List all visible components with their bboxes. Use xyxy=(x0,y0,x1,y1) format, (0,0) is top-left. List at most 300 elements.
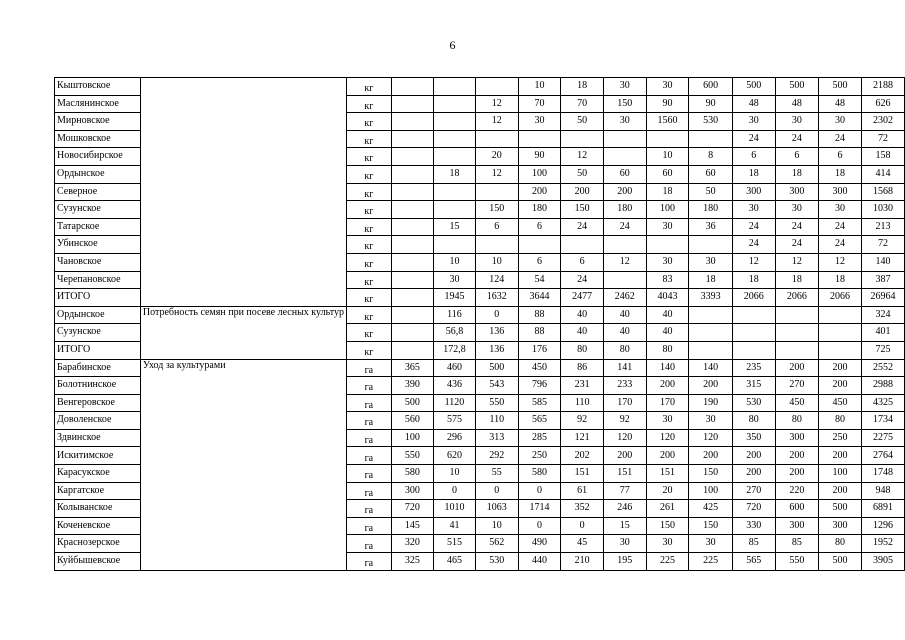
unit-cell: кг xyxy=(347,165,392,183)
value-cell: 48 xyxy=(775,95,819,113)
value-cell: 150 xyxy=(689,517,733,535)
value-cell: 1714 xyxy=(518,500,561,518)
value-cell: 200 xyxy=(732,447,775,465)
value-cell: 30 xyxy=(819,201,862,219)
value-cell: 565 xyxy=(518,412,561,430)
district-name-cell: Мошковское xyxy=(55,130,141,148)
value-cell: 18 xyxy=(732,271,775,289)
total-value-cell: 725 xyxy=(861,341,904,359)
value-cell xyxy=(603,148,646,166)
value-cell: 41 xyxy=(434,517,476,535)
value-cell: 720 xyxy=(391,500,433,518)
value-cell: 500 xyxy=(819,78,862,96)
district-name-cell: Карасукское xyxy=(55,465,141,483)
value-cell: 30 xyxy=(603,535,646,553)
value-cell: 0 xyxy=(518,517,561,535)
district-name-cell: Маслянинское xyxy=(55,95,141,113)
value-cell xyxy=(391,218,433,236)
value-cell: 12 xyxy=(732,253,775,271)
value-cell: 136 xyxy=(475,324,518,342)
value-cell xyxy=(475,183,518,201)
value-cell xyxy=(434,183,476,201)
value-cell: 202 xyxy=(561,447,604,465)
value-cell: 2477 xyxy=(561,289,604,307)
district-name-cell: Сузунское xyxy=(55,324,141,342)
value-cell: 200 xyxy=(518,183,561,201)
value-cell: 24 xyxy=(732,218,775,236)
value-cell: 313 xyxy=(475,429,518,447)
value-cell: 500 xyxy=(732,78,775,96)
value-cell: 6 xyxy=(819,148,862,166)
district-name-cell: Доволенское xyxy=(55,412,141,430)
value-cell: 40 xyxy=(561,324,604,342)
value-cell: 30 xyxy=(689,253,733,271)
value-cell: 90 xyxy=(689,95,733,113)
value-cell xyxy=(732,341,775,359)
value-cell: 500 xyxy=(775,78,819,96)
value-cell: 150 xyxy=(646,517,689,535)
value-cell: 40 xyxy=(561,306,604,324)
value-cell xyxy=(391,236,433,254)
unit-cell: кг xyxy=(347,236,392,254)
value-cell: 100 xyxy=(819,465,862,483)
value-cell: 30 xyxy=(434,271,476,289)
value-cell xyxy=(391,148,433,166)
unit-cell: кг xyxy=(347,201,392,219)
value-cell: 200 xyxy=(732,465,775,483)
value-cell xyxy=(391,113,433,131)
value-cell: 4043 xyxy=(646,289,689,307)
unit-cell: га xyxy=(347,535,392,553)
value-cell: 55 xyxy=(475,465,518,483)
district-name-cell: Чановское xyxy=(55,253,141,271)
value-cell: 450 xyxy=(819,394,862,412)
value-cell: 515 xyxy=(434,535,476,553)
value-cell: 1560 xyxy=(646,113,689,131)
value-cell: 18 xyxy=(689,271,733,289)
value-cell: 50 xyxy=(689,183,733,201)
value-cell: 45 xyxy=(561,535,604,553)
value-cell: 86 xyxy=(561,359,604,377)
value-cell: 40 xyxy=(603,306,646,324)
value-cell: 120 xyxy=(689,429,733,447)
value-cell: 30 xyxy=(775,201,819,219)
value-cell: 315 xyxy=(732,377,775,395)
activity-cell: Потребность семян при посеве лесных культур xyxy=(140,306,346,359)
value-cell: 92 xyxy=(603,412,646,430)
district-name-cell: Убинское xyxy=(55,236,141,254)
forestry-data-table xyxy=(54,77,905,571)
value-cell: 225 xyxy=(646,553,689,571)
value-cell xyxy=(475,78,518,96)
unit-cell: кг xyxy=(347,289,392,307)
unit-cell: га xyxy=(347,465,392,483)
value-cell xyxy=(391,201,433,219)
value-cell xyxy=(391,289,433,307)
value-cell xyxy=(391,271,433,289)
value-cell: 54 xyxy=(518,271,561,289)
total-value-cell: 1734 xyxy=(861,412,904,430)
value-cell: 151 xyxy=(646,465,689,483)
value-cell: 210 xyxy=(561,553,604,571)
value-cell: 565 xyxy=(732,553,775,571)
value-cell: 80 xyxy=(819,535,862,553)
value-cell: 796 xyxy=(518,377,561,395)
value-cell: 200 xyxy=(689,447,733,465)
value-cell: 620 xyxy=(434,447,476,465)
value-cell: 18 xyxy=(732,165,775,183)
value-cell: 24 xyxy=(732,130,775,148)
value-cell: 116 xyxy=(434,306,476,324)
unit-cell: га xyxy=(347,377,392,395)
table-row xyxy=(55,78,905,96)
value-cell: 30 xyxy=(819,113,862,131)
unit-cell: га xyxy=(347,517,392,535)
value-cell: 1120 xyxy=(434,394,476,412)
value-cell: 80 xyxy=(819,412,862,430)
value-cell xyxy=(603,271,646,289)
total-value-cell: 4325 xyxy=(861,394,904,412)
value-cell: 80 xyxy=(561,341,604,359)
total-value-cell: 1952 xyxy=(861,535,904,553)
value-cell: 425 xyxy=(689,500,733,518)
unit-cell: кг xyxy=(347,306,392,324)
value-cell: 300 xyxy=(391,482,433,500)
value-cell: 80 xyxy=(603,341,646,359)
value-cell: 0 xyxy=(475,306,518,324)
value-cell xyxy=(391,341,433,359)
value-cell: 300 xyxy=(775,517,819,535)
district-name-cell: Коченевское xyxy=(55,517,141,535)
value-cell: 8 xyxy=(689,148,733,166)
value-cell: 88 xyxy=(518,306,561,324)
value-cell: 300 xyxy=(819,517,862,535)
value-cell: 440 xyxy=(518,553,561,571)
total-value-cell: 2302 xyxy=(861,113,904,131)
value-cell: 50 xyxy=(561,113,604,131)
value-cell: 88 xyxy=(518,324,561,342)
value-cell: 85 xyxy=(775,535,819,553)
value-cell: 30 xyxy=(732,113,775,131)
value-cell: 250 xyxy=(819,429,862,447)
value-cell xyxy=(732,306,775,324)
table-row xyxy=(55,306,905,324)
value-cell: 235 xyxy=(732,359,775,377)
value-cell: 200 xyxy=(775,447,819,465)
total-value-cell: 401 xyxy=(861,324,904,342)
value-cell: 465 xyxy=(434,553,476,571)
value-cell: 2462 xyxy=(603,289,646,307)
total-value-cell: 213 xyxy=(861,218,904,236)
value-cell: 600 xyxy=(775,500,819,518)
value-cell: 195 xyxy=(603,553,646,571)
value-cell xyxy=(603,236,646,254)
value-cell: 530 xyxy=(732,394,775,412)
value-cell: 12 xyxy=(475,95,518,113)
unit-cell: кг xyxy=(347,218,392,236)
value-cell: 220 xyxy=(775,482,819,500)
value-cell: 200 xyxy=(775,465,819,483)
district-name-cell: Болотнинское xyxy=(55,377,141,395)
value-cell: 176 xyxy=(518,341,561,359)
value-cell: 100 xyxy=(689,482,733,500)
unit-cell: га xyxy=(347,500,392,518)
value-cell: 30 xyxy=(646,412,689,430)
value-cell: 0 xyxy=(561,517,604,535)
district-name-cell: Черепановское xyxy=(55,271,141,289)
total-value-cell: 948 xyxy=(861,482,904,500)
value-cell: 575 xyxy=(434,412,476,430)
value-cell: 500 xyxy=(391,394,433,412)
value-cell: 92 xyxy=(561,412,604,430)
district-name-cell: Здвинское xyxy=(55,429,141,447)
value-cell: 48 xyxy=(819,95,862,113)
value-cell: 40 xyxy=(646,324,689,342)
value-cell: 136 xyxy=(475,341,518,359)
total-value-cell: 1568 xyxy=(861,183,904,201)
value-cell: 200 xyxy=(819,377,862,395)
value-cell: 292 xyxy=(475,447,518,465)
value-cell: 10 xyxy=(475,253,518,271)
value-cell: 172,8 xyxy=(434,341,476,359)
value-cell: 390 xyxy=(391,377,433,395)
value-cell: 450 xyxy=(518,359,561,377)
value-cell: 1632 xyxy=(475,289,518,307)
value-cell: 12 xyxy=(603,253,646,271)
value-cell: 550 xyxy=(391,447,433,465)
value-cell xyxy=(689,306,733,324)
district-name-cell: Кыштовское xyxy=(55,78,141,96)
district-name-cell: Каргатское xyxy=(55,482,141,500)
value-cell: 30 xyxy=(518,113,561,131)
value-cell: 500 xyxy=(475,359,518,377)
value-cell xyxy=(819,306,862,324)
value-cell: 460 xyxy=(434,359,476,377)
value-cell: 30 xyxy=(646,218,689,236)
value-cell xyxy=(434,113,476,131)
value-cell: 580 xyxy=(391,465,433,483)
district-name-cell: Ордынское xyxy=(55,306,141,324)
value-cell: 150 xyxy=(689,465,733,483)
value-cell: 124 xyxy=(475,271,518,289)
district-name-cell: Куйбышевское xyxy=(55,553,141,571)
value-cell xyxy=(561,236,604,254)
total-value-cell: 2552 xyxy=(861,359,904,377)
value-cell: 120 xyxy=(603,429,646,447)
value-cell: 12 xyxy=(561,148,604,166)
total-value-cell: 626 xyxy=(861,95,904,113)
value-cell xyxy=(434,95,476,113)
value-cell: 90 xyxy=(646,95,689,113)
value-cell xyxy=(391,95,433,113)
value-cell: 1945 xyxy=(434,289,476,307)
district-name-cell: Сузунское xyxy=(55,201,141,219)
value-cell: 200 xyxy=(775,359,819,377)
value-cell xyxy=(475,130,518,148)
unit-cell: кг xyxy=(347,113,392,131)
value-cell xyxy=(518,236,561,254)
value-cell: 330 xyxy=(732,517,775,535)
value-cell: 30 xyxy=(775,113,819,131)
value-cell xyxy=(646,236,689,254)
total-value-cell: 158 xyxy=(861,148,904,166)
value-cell: 530 xyxy=(689,113,733,131)
value-cell: 270 xyxy=(732,482,775,500)
district-name-cell: Новосибирское xyxy=(55,148,141,166)
district-name-cell: Краснозерское xyxy=(55,535,141,553)
value-cell: 500 xyxy=(819,500,862,518)
district-name-cell: Искитимское xyxy=(55,447,141,465)
value-cell: 580 xyxy=(518,465,561,483)
value-cell: 170 xyxy=(646,394,689,412)
value-cell: 6 xyxy=(561,253,604,271)
value-cell: 90 xyxy=(518,148,561,166)
value-cell xyxy=(603,130,646,148)
value-cell xyxy=(391,253,433,271)
value-cell: 0 xyxy=(434,482,476,500)
value-cell: 180 xyxy=(603,201,646,219)
total-value-cell: 414 xyxy=(861,165,904,183)
value-cell: 150 xyxy=(475,201,518,219)
value-cell: 30 xyxy=(732,201,775,219)
value-cell: 80 xyxy=(732,412,775,430)
value-cell: 24 xyxy=(775,236,819,254)
value-cell: 6 xyxy=(732,148,775,166)
total-value-cell: 1296 xyxy=(861,517,904,535)
value-cell: 12 xyxy=(475,165,518,183)
value-cell: 10 xyxy=(475,517,518,535)
value-cell: 560 xyxy=(391,412,433,430)
value-cell xyxy=(646,130,689,148)
value-cell xyxy=(775,306,819,324)
activity-cell xyxy=(140,78,346,307)
unit-cell: кг xyxy=(347,341,392,359)
value-cell: 543 xyxy=(475,377,518,395)
value-cell: 180 xyxy=(518,201,561,219)
value-cell: 200 xyxy=(646,447,689,465)
value-cell: 85 xyxy=(732,535,775,553)
unit-cell: кг xyxy=(347,78,392,96)
value-cell: 50 xyxy=(561,165,604,183)
district-name-cell: ИТОГО xyxy=(55,341,141,359)
total-value-cell: 26964 xyxy=(861,289,904,307)
value-cell: 325 xyxy=(391,553,433,571)
value-cell: 60 xyxy=(689,165,733,183)
value-cell: 40 xyxy=(603,324,646,342)
unit-cell: га xyxy=(347,394,392,412)
value-cell xyxy=(689,130,733,148)
value-cell: 120 xyxy=(646,429,689,447)
value-cell: 24 xyxy=(819,130,862,148)
total-value-cell: 72 xyxy=(861,130,904,148)
value-cell: 60 xyxy=(603,165,646,183)
total-value-cell: 2988 xyxy=(861,377,904,395)
unit-cell: га xyxy=(347,553,392,571)
unit-cell: га xyxy=(347,359,392,377)
value-cell: 1010 xyxy=(434,500,476,518)
value-cell: 10 xyxy=(434,465,476,483)
value-cell: 1063 xyxy=(475,500,518,518)
unit-cell: кг xyxy=(347,253,392,271)
value-cell: 30 xyxy=(689,535,733,553)
value-cell: 233 xyxy=(603,377,646,395)
total-value-cell: 140 xyxy=(861,253,904,271)
value-cell: 350 xyxy=(732,429,775,447)
value-cell: 121 xyxy=(561,429,604,447)
value-cell: 2066 xyxy=(775,289,819,307)
value-cell: 18 xyxy=(819,271,862,289)
value-cell: 500 xyxy=(819,553,862,571)
value-cell: 36 xyxy=(689,218,733,236)
value-cell: 6 xyxy=(475,218,518,236)
page-number: 6 xyxy=(449,38,456,52)
unit-cell: га xyxy=(347,429,392,447)
value-cell: 24 xyxy=(732,236,775,254)
district-name-cell: Ордынское xyxy=(55,165,141,183)
value-cell: 562 xyxy=(475,535,518,553)
value-cell: 18 xyxy=(434,165,476,183)
value-cell: 141 xyxy=(603,359,646,377)
value-cell xyxy=(775,324,819,342)
value-cell: 10 xyxy=(646,148,689,166)
district-name-cell: Татарское xyxy=(55,218,141,236)
value-cell: 231 xyxy=(561,377,604,395)
value-cell: 145 xyxy=(391,517,433,535)
value-cell: 285 xyxy=(518,429,561,447)
value-cell: 18 xyxy=(646,183,689,201)
value-cell: 80 xyxy=(646,341,689,359)
value-cell: 30 xyxy=(646,253,689,271)
table-row xyxy=(55,359,905,377)
unit-cell: кг xyxy=(347,183,392,201)
value-cell: 20 xyxy=(475,148,518,166)
value-cell: 270 xyxy=(775,377,819,395)
value-cell: 150 xyxy=(561,201,604,219)
value-cell xyxy=(689,341,733,359)
value-cell: 15 xyxy=(603,517,646,535)
value-cell: 320 xyxy=(391,535,433,553)
value-cell: 30 xyxy=(646,535,689,553)
value-cell: 200 xyxy=(819,482,862,500)
value-cell: 151 xyxy=(603,465,646,483)
value-cell: 0 xyxy=(475,482,518,500)
activity-cell: Уход за культурами xyxy=(140,359,346,570)
unit-cell: кг xyxy=(347,148,392,166)
value-cell: 200 xyxy=(819,359,862,377)
value-cell: 100 xyxy=(518,165,561,183)
value-cell: 24 xyxy=(775,130,819,148)
value-cell: 352 xyxy=(561,500,604,518)
value-cell: 296 xyxy=(434,429,476,447)
unit-cell: кг xyxy=(347,271,392,289)
value-cell: 150 xyxy=(603,95,646,113)
value-cell: 6 xyxy=(775,148,819,166)
value-cell xyxy=(689,324,733,342)
value-cell: 20 xyxy=(646,482,689,500)
value-cell xyxy=(434,130,476,148)
value-cell: 436 xyxy=(434,377,476,395)
value-cell: 15 xyxy=(434,218,476,236)
value-cell: 300 xyxy=(819,183,862,201)
value-cell: 0 xyxy=(518,482,561,500)
value-cell: 12 xyxy=(475,113,518,131)
value-cell xyxy=(434,78,476,96)
total-value-cell: 2764 xyxy=(861,447,904,465)
value-cell: 70 xyxy=(518,95,561,113)
value-cell: 24 xyxy=(819,236,862,254)
value-cell: 720 xyxy=(732,500,775,518)
value-cell xyxy=(518,130,561,148)
